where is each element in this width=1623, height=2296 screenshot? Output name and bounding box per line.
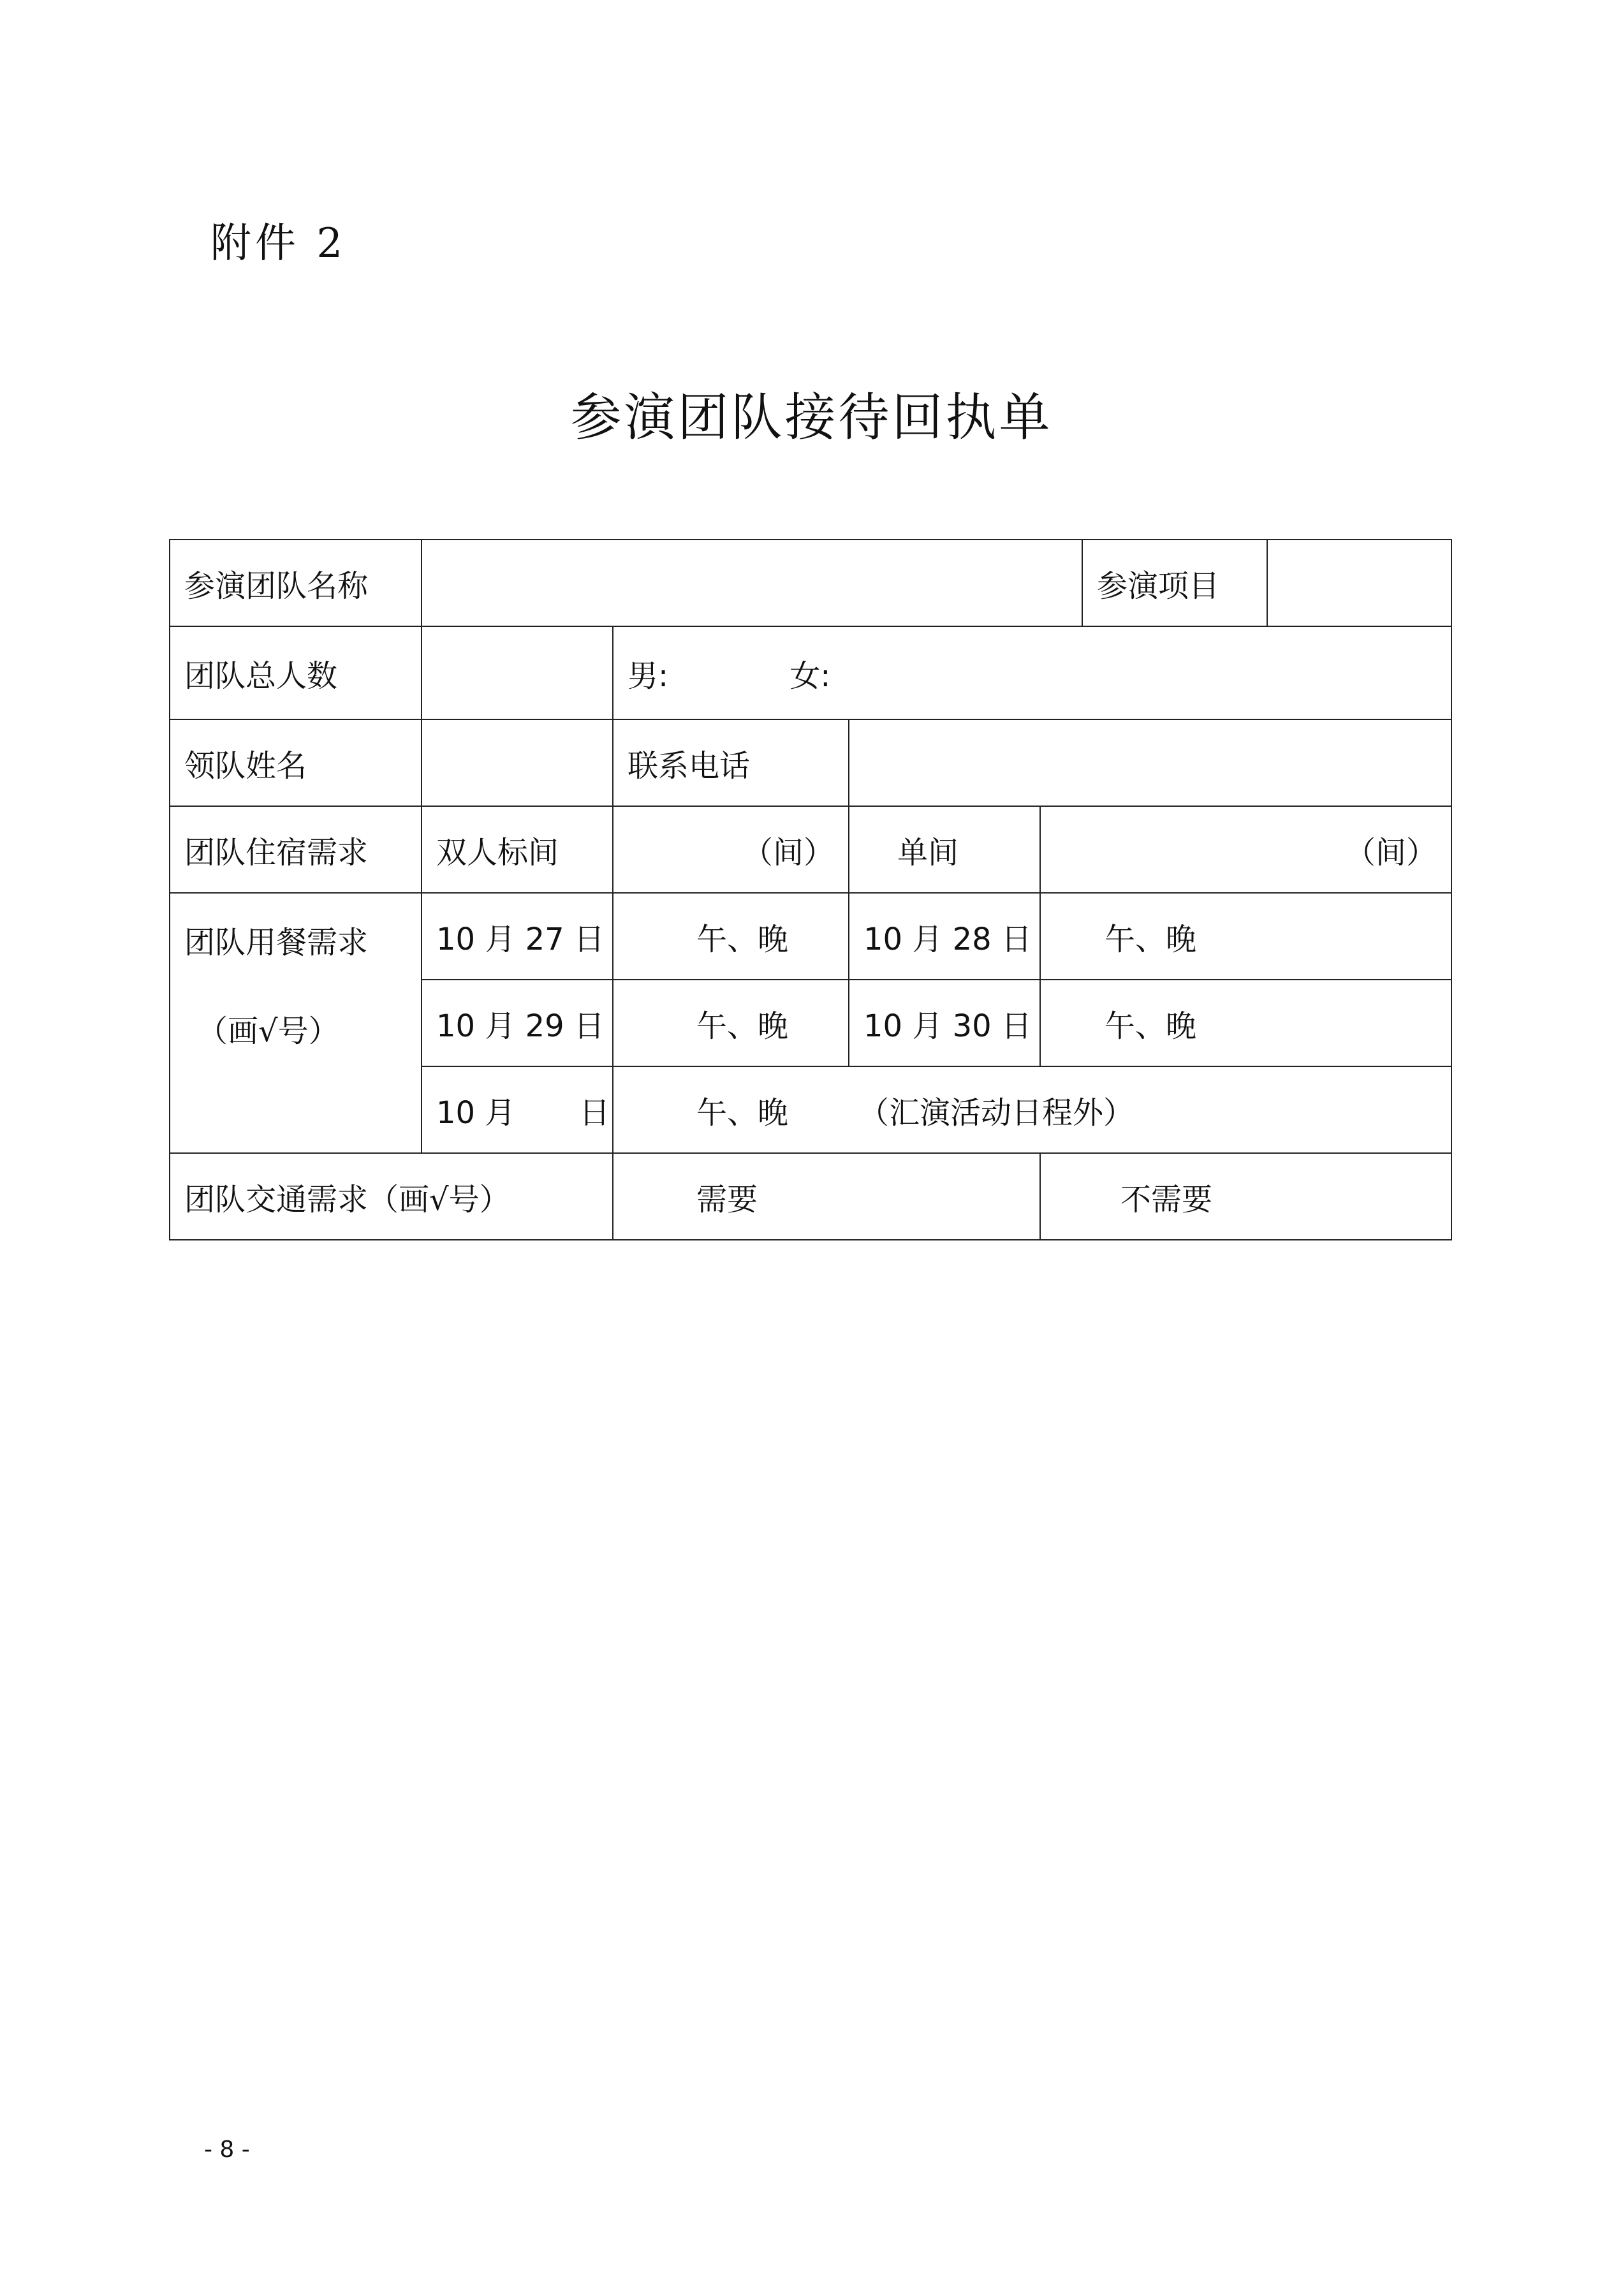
meal-option-custom-text: 午、晚 [696,1094,789,1131]
single-room-count[interactable]: （间） [1040,806,1451,893]
meal-option-29[interactable]: 午、晚 [613,980,849,1066]
meal-option-custom[interactable] [613,1066,1451,1153]
team-name-field[interactable] [422,540,1082,626]
page-number: - 8 - [204,2137,250,2163]
transport-no-need-option[interactable]: 不需要 [1040,1153,1451,1240]
meal-extra-note: （汇演活动日程外） [858,1094,1135,1131]
lodging-label: 团队住宿需求 [170,806,422,893]
row-transport [170,1153,1451,1240]
meal-option-28[interactable]: 午、晚 [1040,893,1451,980]
meal-label-line1: 团队用餐需求 [184,925,369,960]
meal-option-30[interactable]: 午、晚 [1040,980,1451,1066]
leader-field[interactable] [422,719,613,806]
program-field[interactable] [1267,540,1451,626]
reception-form-table [169,539,1452,1240]
phone-label: 联系电话 [613,719,849,806]
meal-label [170,893,422,1153]
meal-label-line2: （画√号） [197,1013,339,1049]
attachment-label: 附件 2 [210,220,347,267]
meal-date-custom[interactable] [422,1066,613,1153]
leader-label: 领队姓名 [170,719,422,806]
single-room-label: 单间 [849,806,1040,893]
team-name-label: 参演团队名称 [170,540,422,626]
gender-count-cell[interactable] [613,626,1451,719]
row-meal-1 [170,893,1451,980]
row-lodging [170,806,1451,893]
meal-date-30: 10 月 30 日 [849,980,1040,1066]
row-leader [170,719,1451,806]
program-label: 参演项目 [1082,540,1267,626]
meal-date-27: 10 月 27 日 [422,893,613,980]
document-title: 参演团队接待回执单 [570,388,1053,447]
male-label: 男: [628,658,669,694]
double-room-label: 双人标间 [422,806,613,893]
total-label: 团队总人数 [170,626,422,719]
double-room-count[interactable]: （间） [613,806,849,893]
row-team-name [170,540,1451,626]
total-field[interactable] [422,626,613,719]
phone-field[interactable] [849,719,1451,806]
transport-label: 团队交通需求（画√号） [170,1153,613,1240]
row-team-total [170,626,1451,719]
meal-custom-day: 日 [579,1094,610,1131]
meal-date-28: 10 月 28 日 [849,893,1040,980]
female-label: 女: [789,658,831,694]
meal-option-27[interactable]: 午、晚 [613,893,849,980]
meal-date-29: 10 月 29 日 [422,980,613,1066]
transport-need-option[interactable]: 需要 [613,1153,1040,1240]
meal-custom-month: 10 月 [436,1094,516,1131]
